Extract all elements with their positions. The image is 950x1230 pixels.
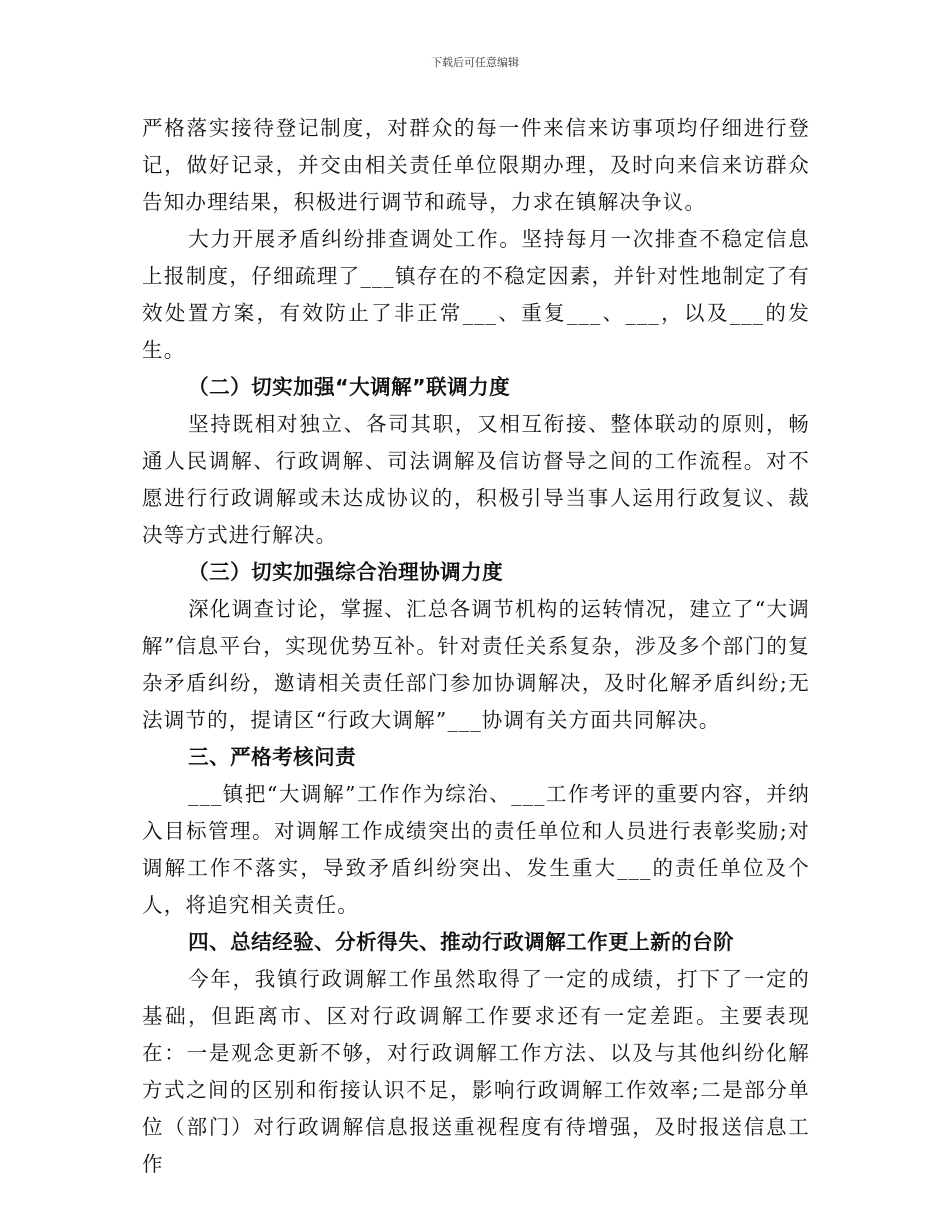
paragraph-3: 坚持既相对独立、各司其职，又相互衔接、整体联动的原则，畅通人民调解、行政调解、司法调解及信访督导之间的工作流程。对不愿进行行政调解或未达成协议的，积极引导当事人运用行政复议、裁决等方式进行解决。	[142, 412, 810, 547]
document-body	[142, 110, 810, 1183]
paragraph-2: 大力开展矛盾纠纷排查调处工作。坚持每月一次排查不稳定信息上报制度，仔细疏理了___镇存在的不稳定因素，并针对性地制定了有效处置方案，有效防止了非正常___、重复___、___，以及___的发生。	[142, 227, 810, 362]
section-heading-2: （二）切实加强“大调解”联调力度	[188, 375, 511, 399]
paragraph-1: 严格落实接待登记制度，对群众的每一件来信来访事项均仔细进行登记，做好记录，并交由相关责任单位限期办理，及时向来信来访群众告知办理结果，积极进行调节和疏导，力求在镇解决争议。	[142, 116, 810, 214]
section-heading-four: 四、总结经验、分析得失、推动行政调解工作更上新的台阶	[188, 930, 735, 954]
paragraph-5: ___镇把“大调解”工作作为综治、___工作考评的重要内容，并纳入目标管理。对调解工作成绩突出的责任单位和人员进行表彰奖励;对调解工作不落实，导致矛盾纠纷突出、发生重大___的责任单位及个人，将追究相关责任。	[142, 782, 810, 917]
paragraph-6: 今年，我镇行政调解工作虽然取得了一定的成绩，打下了一定的基础，但距离市、区对行政调解工作要求还有一定差距。主要表现在：一是观念更新不够，对行政调解工作方法、以及与其他纠纷化解方式之间的区别和衔接认识不足，影响行政调解工作效率;二是部分单位（部门）对行政调解信息报送重视程度有待增强，及时报送信息工作	[142, 967, 810, 1176]
paragraph-4: 深化调查讨论，掌握、汇总各调节机构的运转情况，建立了“大调解”信息平台，实现优势互补。针对责任关系复杂，涉及多个部门的复杂矛盾纠纷，邀请相关责任部门参加协调解决，及时化解矛盾纠纷;无法调节的，提请区“行政大调解”___协调有关方面共同解决。	[142, 597, 810, 732]
header-note: 下载后可任意编辑	[431, 56, 519, 69]
section-heading-3: （三）切实加强综合治理协调力度	[188, 560, 504, 584]
section-heading-three: 三、严格考核问责	[188, 745, 357, 769]
